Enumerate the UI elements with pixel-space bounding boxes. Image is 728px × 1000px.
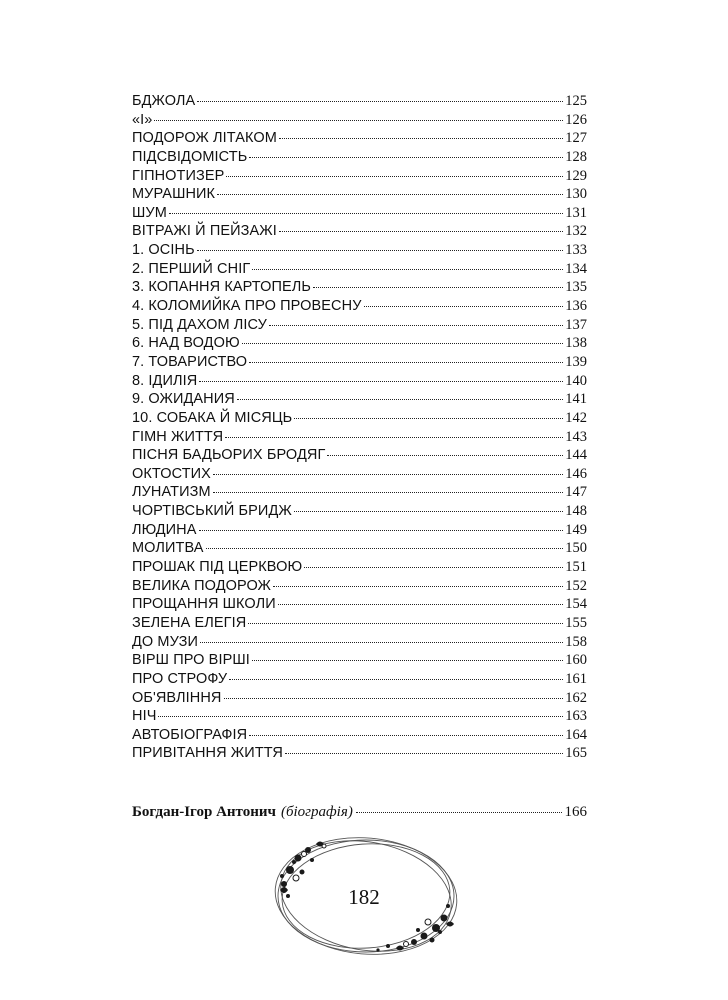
toc-entry-title: ГІМН ЖИТТЯ xyxy=(132,428,224,445)
toc-entry-page: 143 xyxy=(565,428,587,445)
dot-leader xyxy=(248,623,563,624)
toc-entry-title: ПІДСВІДОМІСТЬ xyxy=(132,148,248,165)
toc-entry-title: 5. ПІД ДАХОМ ЛІСУ xyxy=(132,316,267,333)
dot-leader xyxy=(294,511,563,512)
toc-entry-title: ЧОРТІВСЬКИЙ БРИДЖ xyxy=(132,503,292,520)
toc-entry-title: 2. ПЕРШИЙ СНІГ xyxy=(132,260,251,277)
toc-entry[interactable] xyxy=(132,539,587,558)
toc-entry[interactable] xyxy=(132,204,587,223)
dot-leader xyxy=(217,194,563,195)
dot-leader xyxy=(229,679,563,680)
toc-entry-title: 1. ОСІНЬ xyxy=(132,242,195,259)
biography-note: (біографія) xyxy=(280,804,353,820)
toc-entry-page: 160 xyxy=(565,652,587,669)
toc-entry-page: 165 xyxy=(565,745,587,762)
toc-entry[interactable] xyxy=(132,278,587,297)
toc-entry[interactable] xyxy=(132,297,587,316)
toc-entry[interactable] xyxy=(132,502,587,521)
toc-entry-title: 3. КОПАННЯ КАРТОПЕЛЬ xyxy=(132,279,311,296)
toc-entry[interactable] xyxy=(132,185,587,204)
toc-entry-title: 6. НАД ВОДОЮ xyxy=(132,335,240,352)
dot-leader xyxy=(199,381,563,382)
toc-entry-title: ДО МУЗИ xyxy=(132,633,198,650)
dot-leader xyxy=(304,567,563,568)
toc-entry-title: ВІРШ ПРО ВІРШІ xyxy=(132,652,250,669)
dot-leader xyxy=(249,157,563,158)
toc-entry-page: 141 xyxy=(565,391,587,408)
toc-entry[interactable] xyxy=(132,670,587,689)
dot-leader xyxy=(252,269,563,270)
toc-entry[interactable] xyxy=(132,595,587,614)
dot-leader xyxy=(225,437,563,438)
toc-entry-page: 140 xyxy=(565,372,587,389)
toc-entry[interactable] xyxy=(132,390,587,409)
dot-leader xyxy=(279,138,563,139)
dot-leader xyxy=(356,812,562,813)
toc-entry-title: ШУМ xyxy=(132,204,167,221)
toc-entry[interactable] xyxy=(132,353,587,372)
biography-entry[interactable] xyxy=(132,804,587,821)
toc-entry-page: 162 xyxy=(565,689,587,706)
toc-entry[interactable] xyxy=(132,222,587,241)
dot-leader xyxy=(313,287,563,288)
dot-leader xyxy=(226,176,563,177)
toc-entry-title: ВЕЛИКА ПОДОРОЖ xyxy=(132,577,272,594)
toc-entry-page: 149 xyxy=(565,521,587,538)
toc-entry-page: 126 xyxy=(565,111,587,128)
dot-leader xyxy=(200,642,563,643)
dot-leader xyxy=(206,548,564,549)
toc-entry-title: НІЧ xyxy=(132,708,157,725)
toc-entry[interactable] xyxy=(132,428,587,447)
toc-entry[interactable] xyxy=(132,483,587,502)
toc-entry[interactable] xyxy=(132,446,587,465)
toc-entry-page: 152 xyxy=(565,577,587,594)
toc-entry-title: ЛЮДИНА xyxy=(132,521,197,538)
dot-leader xyxy=(197,101,563,102)
dot-leader xyxy=(213,474,563,475)
dot-leader xyxy=(327,455,563,456)
toc-entry[interactable] xyxy=(132,316,587,335)
toc-entry-title: ГІПНОТИЗЕР xyxy=(132,167,225,184)
toc-entry-title: ПОДОРОЖ ЛІТАКОМ xyxy=(132,130,277,147)
toc-entry-page: 132 xyxy=(565,223,587,240)
dot-leader xyxy=(364,306,564,307)
dot-leader xyxy=(237,399,563,400)
dot-leader xyxy=(249,735,563,736)
toc-entry-page: 142 xyxy=(565,409,587,426)
toc-entry-title: ПРОЩАННЯ ШКОЛИ xyxy=(132,596,276,613)
dot-leader xyxy=(279,231,563,232)
toc-entry-title: ВІТРАЖІ Й ПЕЙЗАЖІ xyxy=(132,223,277,240)
toc-entry-title: ЛУНАТИЗМ xyxy=(132,484,211,501)
toc-entry-page: 136 xyxy=(565,298,587,315)
toc-entry[interactable] xyxy=(132,92,587,111)
toc-entry[interactable] xyxy=(132,241,587,260)
toc-entry-title: ПРО СТРОФУ xyxy=(132,670,228,687)
toc-entry-page: 137 xyxy=(565,316,587,333)
toc-entry-title: 8. ІДИЛІЯ xyxy=(132,372,198,389)
toc-entry[interactable] xyxy=(132,167,587,186)
dot-leader xyxy=(249,362,563,363)
toc-entry-title: БДЖОЛА xyxy=(132,93,196,109)
toc-entry-title: ОБ'ЯВЛІННЯ xyxy=(132,689,222,706)
toc-entry-page: 133 xyxy=(565,242,587,259)
toc-entry-title: ЗЕЛЕНА ЕЛЕГІЯ xyxy=(132,614,247,631)
dot-leader xyxy=(285,753,563,754)
toc-entry[interactable] xyxy=(132,689,587,708)
toc-entry-page: 146 xyxy=(565,465,587,482)
dot-leader xyxy=(213,492,564,493)
toc-entry-page: 125 xyxy=(565,93,587,109)
toc-entry[interactable] xyxy=(132,651,587,670)
toc-entry[interactable] xyxy=(132,372,587,391)
toc-entry[interactable] xyxy=(132,465,587,484)
toc-entry-page: 147 xyxy=(565,484,587,501)
dot-leader xyxy=(197,250,564,251)
toc-entry[interactable] xyxy=(132,129,587,148)
dot-leader xyxy=(278,604,563,605)
toc-entry-page: 150 xyxy=(565,540,587,557)
toc-entry-title: ПІСНЯ БАДЬОРИХ БРОДЯГ xyxy=(132,447,326,464)
toc-entry-title: 7. ТОВАРИСТВО xyxy=(132,353,248,370)
toc-entry-page: 148 xyxy=(565,503,587,520)
toc-entry[interactable] xyxy=(132,521,587,540)
toc-entry[interactable] xyxy=(132,148,587,167)
toc-entry[interactable] xyxy=(132,707,587,726)
toc-entry-page: 131 xyxy=(565,204,587,221)
toc-entry[interactable] xyxy=(132,614,587,633)
toc-entry-page: 127 xyxy=(565,130,587,147)
dot-leader xyxy=(252,660,563,661)
dot-leader xyxy=(242,343,564,344)
toc-entry[interactable] xyxy=(132,111,587,130)
toc-entry[interactable] xyxy=(132,633,587,652)
toc-entry-page: 144 xyxy=(565,447,587,464)
toc-entry[interactable] xyxy=(132,577,587,596)
toc-entry-page: 158 xyxy=(565,633,587,650)
toc-entry[interactable] xyxy=(132,260,587,279)
toc-entry-page: 128 xyxy=(565,148,587,165)
page-number: 182 xyxy=(348,885,380,909)
toc-entry-title: МОЛИТВА xyxy=(132,540,204,557)
dot-leader xyxy=(154,120,563,121)
toc-entry-title: ПРИВІТАННЯ ЖИТТЯ xyxy=(132,745,283,762)
dot-leader xyxy=(269,325,563,326)
toc-entry-page: 154 xyxy=(565,596,587,613)
dot-leader xyxy=(224,698,564,699)
dot-leader xyxy=(294,418,563,419)
toc-entry-title: ОКТОСТИХ xyxy=(132,465,211,482)
toc-entry-page: 138 xyxy=(565,335,587,352)
table-of-contents xyxy=(132,92,587,763)
toc-entry[interactable] xyxy=(132,744,587,763)
dot-leader xyxy=(273,586,563,587)
toc-entry[interactable] xyxy=(132,409,587,428)
toc-entry-title: ПРОШАК ПІД ЦЕРКВОЮ xyxy=(132,559,303,576)
toc-entry-title: 10. СОБАКА Й МІСЯЦЬ xyxy=(132,409,293,426)
toc-entry[interactable] xyxy=(132,558,587,577)
toc-entry-page: 155 xyxy=(565,614,587,631)
toc-entry-title: МУРАШНИК xyxy=(132,186,216,203)
dot-leader xyxy=(169,213,563,214)
toc-entry-title: АВТОБІОГРАФІЯ xyxy=(132,726,248,743)
toc-entry-page: 135 xyxy=(565,279,587,296)
toc-entry-page: 129 xyxy=(565,167,587,184)
toc-entry[interactable] xyxy=(132,726,587,745)
biography-page-number: 166 xyxy=(564,804,587,820)
toc-entry-title: «І» xyxy=(132,111,153,128)
toc-entry-page: 164 xyxy=(565,726,587,743)
toc-entry-title: 4. КОЛОМИЙКА ПРО ПРОВЕСНУ xyxy=(132,298,362,315)
toc-entry-page: 134 xyxy=(565,260,587,277)
toc-entry-page: 130 xyxy=(565,186,587,203)
toc-entry-page: 151 xyxy=(565,559,587,576)
dot-leader xyxy=(158,716,563,717)
biography-author-name: Богдан-Ігор Антонич xyxy=(132,804,276,820)
toc-entry-page: 163 xyxy=(565,708,587,725)
toc-entry-title: 9. ОЖИДАНИЯ xyxy=(132,391,235,408)
toc-entry[interactable] xyxy=(132,334,587,353)
dot-leader xyxy=(199,530,564,531)
toc-entry-page: 161 xyxy=(565,670,587,687)
toc-entry-page: 139 xyxy=(565,353,587,370)
